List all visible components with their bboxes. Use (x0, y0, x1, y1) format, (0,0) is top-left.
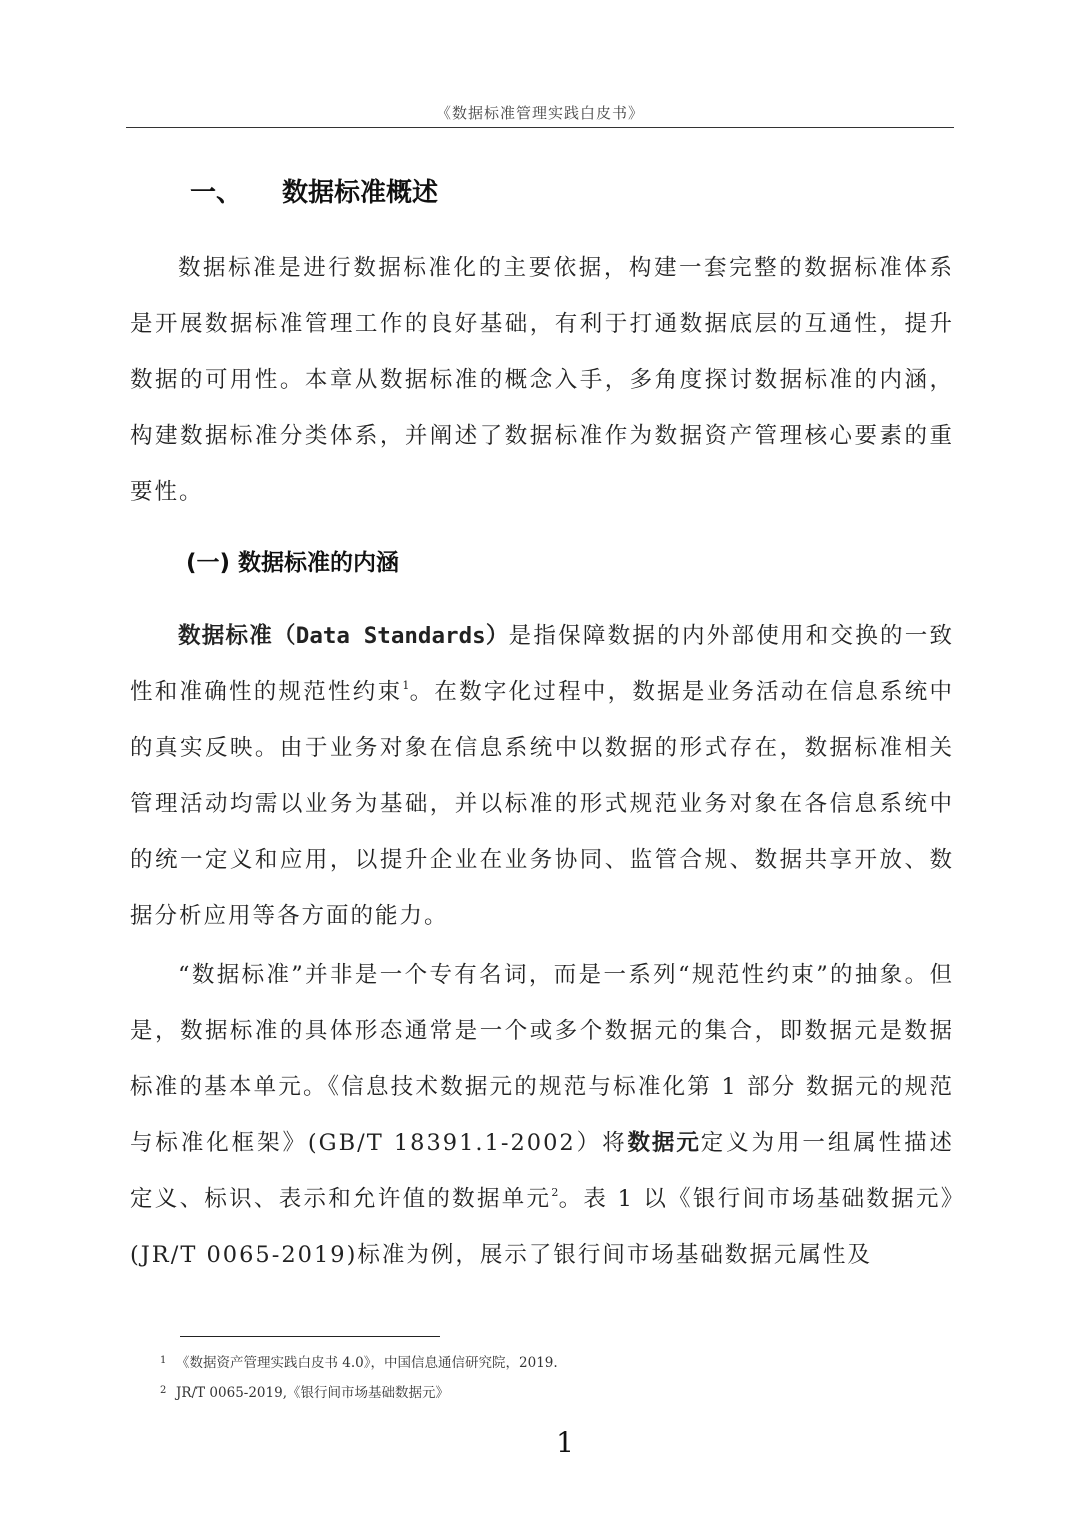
footnote-divider (180, 1336, 440, 1337)
term-data-standards: 数据标准 (178, 623, 274, 649)
data-element-paragraph (130, 947, 954, 1283)
data-element-text-1: “数据标准”并非是一个专有名词，而是一系列“规范性约束”的抽象。但是，数据标准的具体形态通常是一个或多个数据元的集合，即数据元是数据标准的基本单元。《信息技术数据元的规范与标准化第 1 部分 数据元的规范与标准化框架》(GB/T 18391.1-2002）将 (130, 962, 954, 1156)
footnote-2 (160, 1381, 449, 1401)
footnote-text: 《数据资产管理实践白皮书 4.0》，中国信息通信研究院，2019. (176, 1355, 558, 1371)
data-element-text-2: 定义为用一组属性描述定义、标识、表示和允许值的数据单元 (130, 1130, 954, 1212)
footnote-1 (160, 1351, 558, 1371)
header-divider (126, 127, 954, 128)
definition-continuation: 。在数字化过程中，数据是业务活动在信息系统中的真实反映。由于业务对象在信息系统中以数据的形式存在，数据标准相关管理活动均需以业务为基础，并以标准的形式规范业务对象在各信息系统中的统一定义和应用，以提升企业在业务协同、监管合规、数据共享开放、数据分析应用等各方面的能力。 (130, 679, 954, 929)
running-header: 《数据标准管理实践白皮书》 (435, 104, 644, 122)
subsection-heading: (一) 数据标准的内涵 (186, 550, 400, 576)
page-number: 1 (556, 1426, 574, 1459)
section-number: 一、 (190, 178, 243, 208)
data-element-text-3: 。表 1 以《银行间市场基础数据元》(JR/T 0065-2019)标准为例，展示了银行间市场基础数据元属性及 (130, 1186, 954, 1268)
section-heading (190, 172, 438, 209)
footnote-text: JR/T 0065-2019,《银行间市场基础数据元》 (176, 1385, 449, 1401)
term-data-element: 数据元 (627, 1130, 701, 1156)
definition-paragraph (130, 608, 954, 944)
term-data-standards-en: （Data Standards） (273, 623, 509, 649)
footnote-ref-2[interactable]: 2 (551, 1186, 559, 1199)
section-title: 数据标准概述 (282, 178, 439, 208)
definition-text: 是指保障数据的内外部使用和交换的一致性和准确性的规范性约束 (130, 623, 954, 705)
footnote-ref-1[interactable]: 1 (402, 679, 410, 692)
footnote-number: 1 (160, 1355, 167, 1366)
intro-paragraph: 数据标准是进行数据标准化的主要依据，构建一套完整的数据标准体系是开展数据标准管理工作的良好基础，有利于打通数据底层的互通性，提升数据的可用性。本章从数据标准的概念入手，多角度探讨数据标准的内涵，构建数据标准分类体系，并阐述了数据标准作为数据资产管理核心要素的重要性。 (130, 255, 954, 505)
footnote-number: 2 (160, 1385, 167, 1396)
